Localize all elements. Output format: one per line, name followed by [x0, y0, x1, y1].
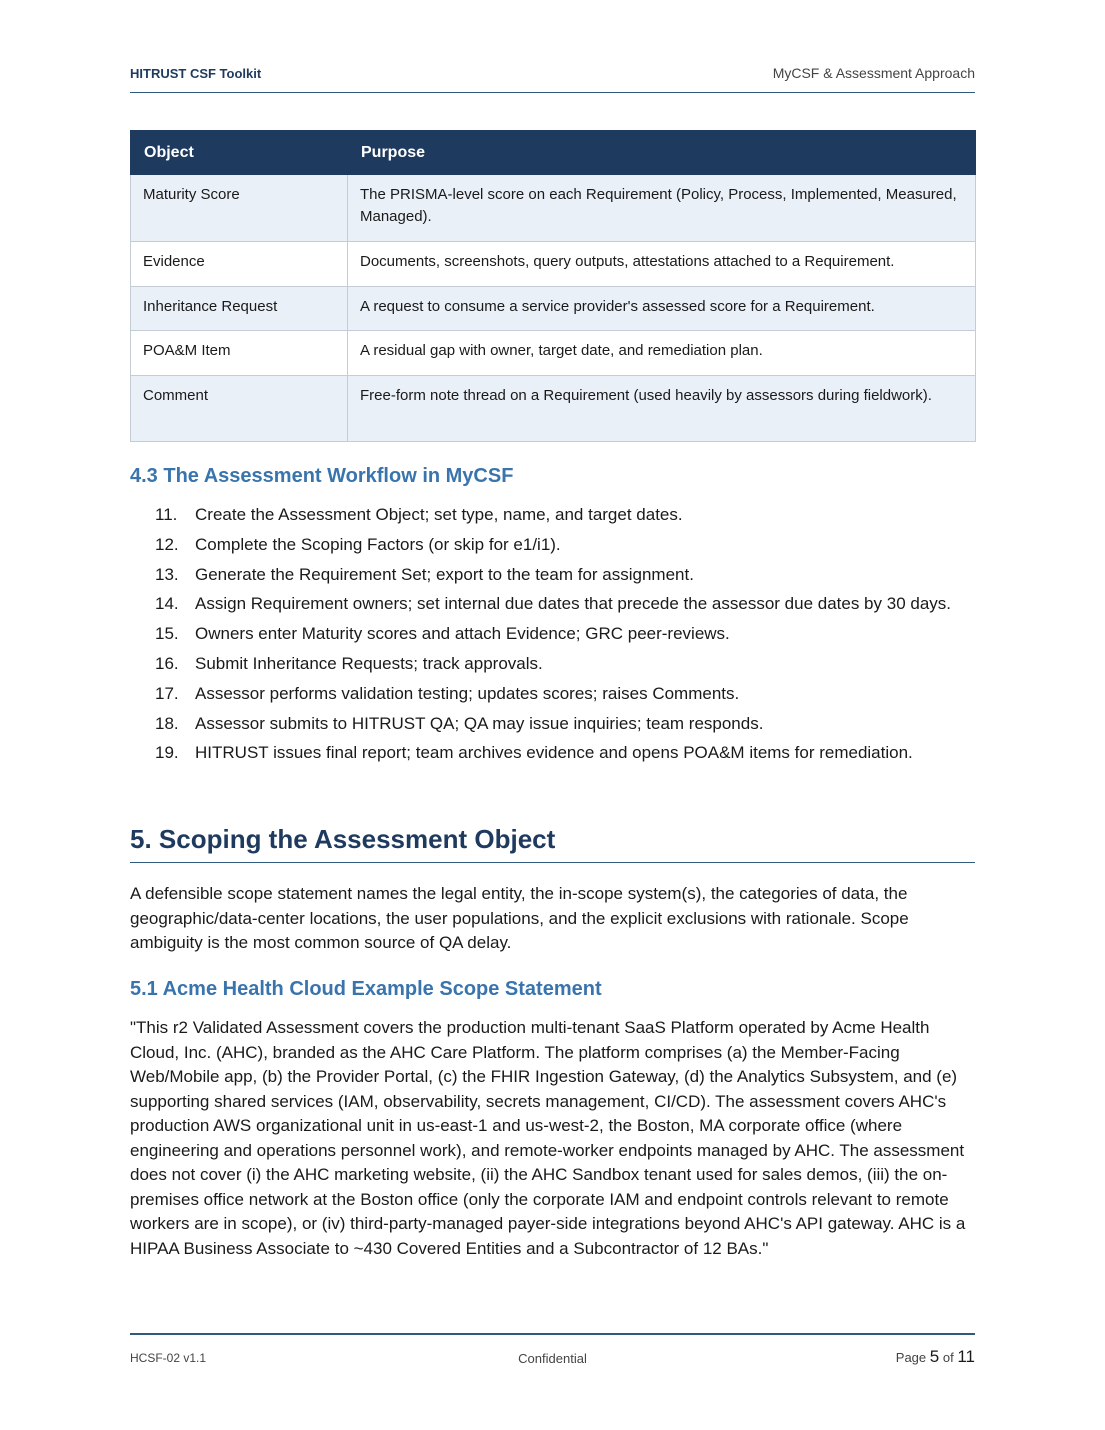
step-text: Generate the Requirement Set; export to the team for assignment.	[195, 564, 694, 584]
step-text: Complete the Scoping Factors (or skip for e1/i1).	[195, 534, 561, 554]
workflow-steps-list	[130, 503, 975, 771]
step-text: Assessor submits to HITRUST QA; QA may issue inquiries; team responds.	[195, 713, 764, 733]
step-text: Assign Requirement owners; set internal due dates that precede the assessor due dates by 30 days.	[195, 594, 952, 614]
section-5-paragraph: A defensible scope statement names the legal entity, the in-scope system(s), the categories of data, the geographic/data-center locations, the user populations, and the explicit exclusions with rationale. Scope ambiguity is the most common source of QA delay.	[130, 884, 909, 952]
cell-purpose: The PRISMA-level score on each Requirement (Policy, Process, Implemented, Measured, Managed).	[348, 175, 976, 242]
step-number: 16.	[155, 653, 179, 673]
table-row	[131, 242, 976, 287]
page-number	[896, 1347, 975, 1367]
step-text: HITRUST issues final report; team archives evidence and opens POA&M items for remediation.	[195, 743, 913, 763]
page-header	[130, 64, 975, 93]
list-item	[130, 741, 975, 766]
step-text: Owners enter Maturity scores and attach Evidence; GRC peer-reviews.	[195, 624, 730, 644]
table-row	[131, 331, 976, 376]
section-5-heading: 5. Scoping the Assessment Object	[130, 824, 975, 863]
document-page	[130, 0, 975, 1430]
confidentiality-label: Confidential	[518, 1351, 587, 1366]
current-page: 5	[929, 1347, 940, 1366]
step-text: Create the Assessment Object; set type, name, and target dates.	[195, 505, 683, 524]
page-footer	[130, 1333, 975, 1366]
cell-purpose: Free-form note thread on a Requirement (used heavily by assessors during fieldwork).	[348, 376, 976, 442]
header-title: HITRUST CSF Toolkit	[130, 66, 262, 81]
list-item	[130, 563, 975, 588]
total-pages: 11	[957, 1347, 975, 1366]
step-number: 17.	[155, 683, 179, 703]
objects-table	[130, 130, 976, 442]
step-number: 19.	[155, 743, 179, 763]
table-row	[131, 376, 976, 442]
step-number: 15.	[155, 624, 179, 644]
step-number: 12.	[155, 534, 179, 554]
table-header-row	[131, 131, 976, 175]
list-item	[130, 712, 975, 737]
list-item	[130, 682, 975, 707]
document-id: HCSF-02 v1.1	[130, 1351, 207, 1365]
column-header-purpose: Purpose	[348, 131, 976, 175]
of-label: of	[942, 1350, 954, 1365]
scope-statement-paragraph: "This r2 Validated Assessment covers the production multi-tenant SaaS Platform operated by Acme Health Cloud, Inc. (AHC), branded as the AHC Care Platform. The platform comprises (a) the Member-Facing Web/Mobile app, (b) the Provider Portal, (c) the FHIR Ingestion Gateway, (d) the Analytics Subsystem, and (e) supporting shared services (IAM, observability, secrets management, CI/CD). The assessment covers AHC's production AWS organizational unit in us-east-1 and us-west-2, the Boston, MA corporate office (where engineering and operations personnel work), and remote-worker endpoints managed by AHC. The assessment does not cover (i) the AHC marketing website, (ii) the AHC Sandbox tenant used for sales demos, (iii) the on-premises office network at the Boston office (only the corporate IAM and endpoint controls relevant to remote workers are in scope), or (iv) third-party-managed payer-side integrations beyond AHC's API gateway. AHC is a HIPAA Business Associate to ~430 Covered Entities and a Subcontractor of 12 BAs."	[130, 1018, 966, 1258]
list-item	[130, 622, 975, 647]
column-header-object: Object	[131, 131, 348, 175]
cell-object: Inheritance Request	[131, 287, 348, 331]
step-text: Submit Inheritance Requests; track approvals.	[195, 653, 543, 673]
section-4-3-heading: 4.3 The Assessment Workflow in MyCSF	[130, 465, 514, 487]
cell-object: Evidence	[131, 242, 348, 287]
step-number: 11.	[155, 505, 178, 524]
table-row	[131, 175, 976, 242]
cell-object: Comment	[131, 376, 348, 442]
list-item	[130, 592, 975, 617]
list-item	[130, 533, 975, 558]
step-number: 14.	[155, 594, 179, 614]
cell-object: Maturity Score	[131, 175, 348, 242]
list-item	[130, 503, 975, 528]
table-row	[131, 287, 976, 331]
step-text: Assessor performs validation testing; updates scores; raises Comments.	[195, 683, 740, 703]
cell-purpose: A request to consume a service provider's assessed score for a Requirement.	[348, 287, 976, 331]
step-number: 18.	[155, 713, 179, 733]
page-label: Page	[895, 1350, 927, 1365]
header-section: MyCSF & Assessment Approach	[772, 65, 975, 81]
cell-purpose: Documents, screenshots, query outputs, attestations attached to a Requirement.	[348, 242, 976, 287]
cell-object: POA&M Item	[131, 331, 348, 376]
cell-purpose: A residual gap with owner, target date, and remediation plan.	[348, 331, 976, 376]
list-item	[130, 652, 975, 677]
section-5-1-heading: 5.1 Acme Health Cloud Example Scope Statement	[130, 978, 602, 1000]
step-number: 13.	[155, 564, 179, 584]
